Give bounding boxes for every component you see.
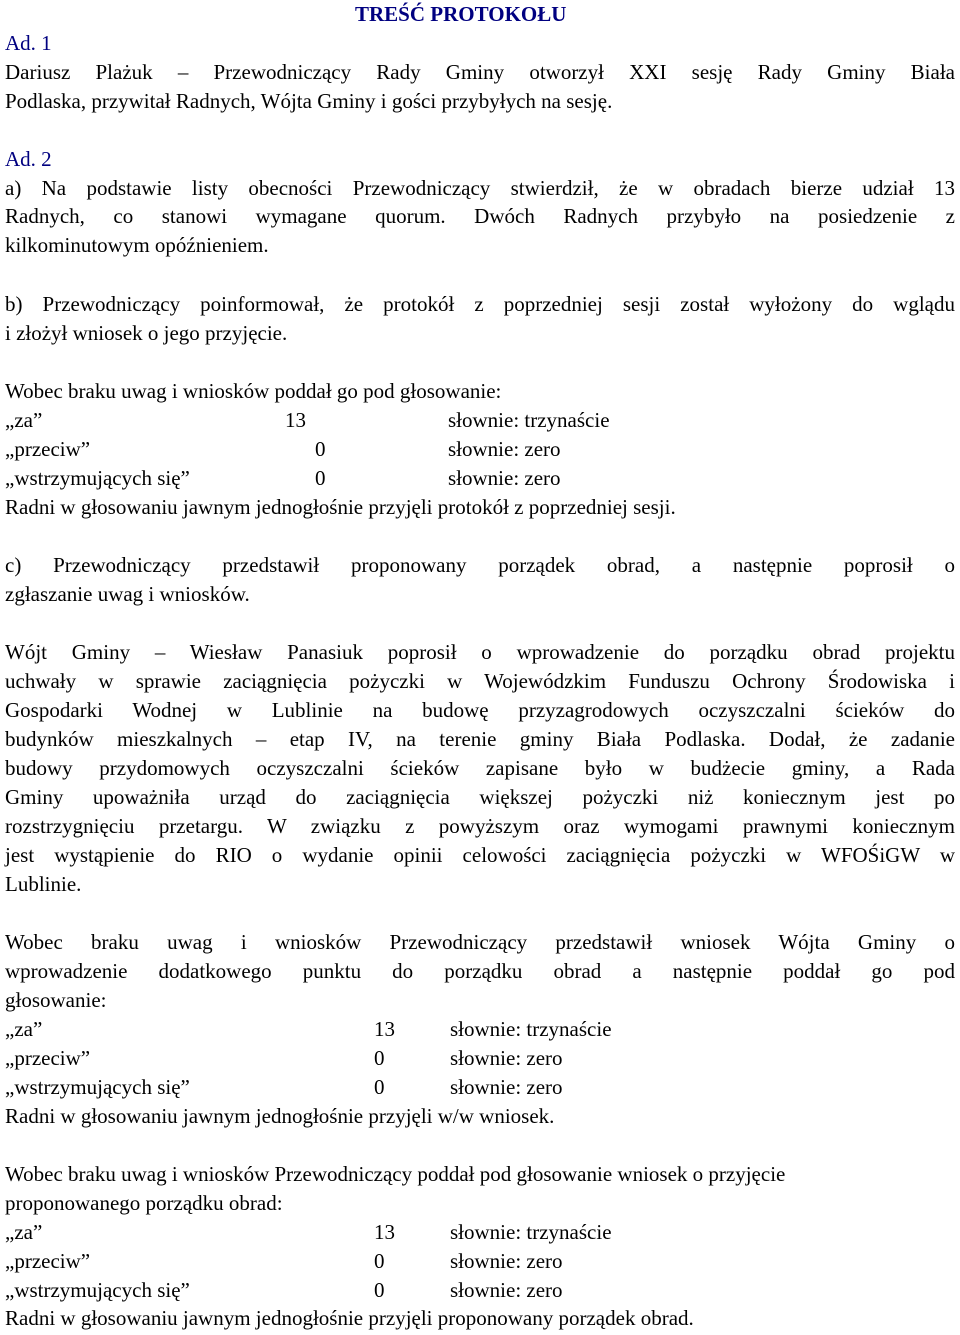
- ad1-heading: Ad. 1: [5, 31, 52, 55]
- text-line: rozstrzygnięciu przetargu. W związku z powyższym oraz wymogami prawnymi koniecznym: [5, 814, 955, 838]
- vote-label: „za”: [5, 1017, 43, 1041]
- vote-words: słownie: zero: [450, 1075, 563, 1099]
- vote-label: „wstrzymujących się”: [5, 1075, 190, 1099]
- text-line: wprowadzenie dodatkowego punktu do porządku obrad a następnie poddał go pod: [5, 959, 955, 983]
- vote-count: 13: [374, 1017, 395, 1041]
- vote-words: słownie: zero: [448, 466, 561, 490]
- vote-label: „za”: [5, 1220, 43, 1244]
- text-line: zgłaszanie uwag i wniosków.: [5, 582, 250, 606]
- text-line: budynków mieszkalnych – etap IV, na terenie gminy Biała Podlaska. Dodał, że zadanie: [5, 727, 955, 751]
- vote-result: Radni w głosowaniu jawnym jednogłośnie przyjęli proponowany porządek obrad.: [5, 1306, 694, 1330]
- vote-label: „wstrzymujących się”: [5, 1278, 190, 1302]
- text-line: Gospodarki Wodnej w Lublinie na budowę przyzagrodowych oczyszczalni ścieków do: [5, 698, 955, 722]
- text-line: c) Przewodniczący przedstawił proponowany porządek obrad, a następnie poprosił o: [5, 553, 955, 577]
- text-line: a) Na podstawie listy obecności Przewodniczący stwierdził, że w obradach bierze udział 13: [5, 176, 955, 200]
- vote-count: 0: [315, 466, 326, 490]
- ad2-heading: Ad. 2: [5, 147, 52, 171]
- text-line: Wójt Gminy – Wiesław Panasiuk poprosił o wprowadzenie do porządku obrad projektu: [5, 640, 955, 664]
- text-line: uchwały w sprawie zaciągnięcia pożyczki w Wojewódzkim Funduszu Ochrony Środowiska i: [5, 669, 955, 693]
- text-line: Podlaska, przywitał Radnych, Wójta Gminy i gości przybyłych na sesję.: [5, 89, 613, 113]
- text-line: Lublinie.: [5, 872, 82, 896]
- vote-words: słownie: trzynaście: [450, 1220, 612, 1244]
- vote-words: słownie: trzynaście: [450, 1017, 612, 1041]
- vote-count: 0: [374, 1046, 385, 1070]
- vote-intro: Wobec braku uwag i wniosków poddał go pod głosowanie:: [5, 379, 502, 403]
- vote-label: „przeciw”: [5, 437, 91, 461]
- text-line: Dariusz Plażuk – Przewodniczący Rady Gminy otworzył XXI sesję Rady Gminy Biała: [5, 60, 955, 84]
- text-line: głosowanie:: [5, 988, 107, 1012]
- text-line: Wobec braku uwag i wniosków Przewodniczący przedstawił wniosek Wójta Gminy o: [5, 930, 955, 954]
- text-line: Gminy upoważniła urząd do zaciągnięcia większej pożyczki niż koniecznym jest po: [5, 785, 955, 809]
- page-title: TREŚĆ PROTOKOŁU: [355, 2, 567, 26]
- text-line: proponowanego porządku obrad:: [5, 1191, 283, 1215]
- text-line: Radnych, co stanowi wymagane quorum. Dwóch Radnych przybyło na posiedzenie z: [5, 204, 955, 228]
- vote-count: 13: [285, 408, 306, 432]
- vote-count: 0: [374, 1249, 385, 1273]
- text-line: kilkominutowym opóźnieniem.: [5, 233, 269, 257]
- text-line: budowy przydomowych oczyszczalni ścieków zapisane było w budżecie gminy, a Rada: [5, 756, 955, 780]
- text-line: Wobec braku uwag i wniosków Przewodniczący poddał pod głosowanie wniosek o przyjęcie: [5, 1162, 786, 1186]
- vote-words: słownie: trzynaście: [448, 408, 610, 432]
- vote-count: 0: [315, 437, 326, 461]
- vote-words: słownie: zero: [450, 1278, 563, 1302]
- vote-label: „przeciw”: [5, 1046, 91, 1070]
- vote-label: „za”: [5, 408, 43, 432]
- vote-words: słownie: zero: [450, 1046, 563, 1070]
- vote-result: Radni w głosowaniu jawnym jednogłośnie przyjęli protokół z poprzedniej sesji.: [5, 495, 676, 519]
- text-line: b) Przewodniczący poinformował, że protokół z poprzedniej sesji został wyłożony do wglądu: [5, 292, 955, 316]
- vote-label: „wstrzymujących się”: [5, 466, 190, 490]
- vote-words: słownie: zero: [448, 437, 561, 461]
- vote-label: „przeciw”: [5, 1249, 91, 1273]
- vote-count: 0: [374, 1278, 385, 1302]
- text-line: jest wystąpienie do RIO o wydanie opinii celowości zaciągnięcia pożyczki w WFOŚiGW w: [5, 843, 955, 867]
- vote-result: Radni w głosowaniu jawnym jednogłośnie przyjęli w/w wniosek.: [5, 1104, 555, 1128]
- vote-count: 13: [374, 1220, 395, 1244]
- text-line: i złożył wniosek o jego przyjęcie.: [5, 321, 288, 345]
- vote-words: słownie: zero: [450, 1249, 563, 1273]
- vote-count: 0: [374, 1075, 385, 1099]
